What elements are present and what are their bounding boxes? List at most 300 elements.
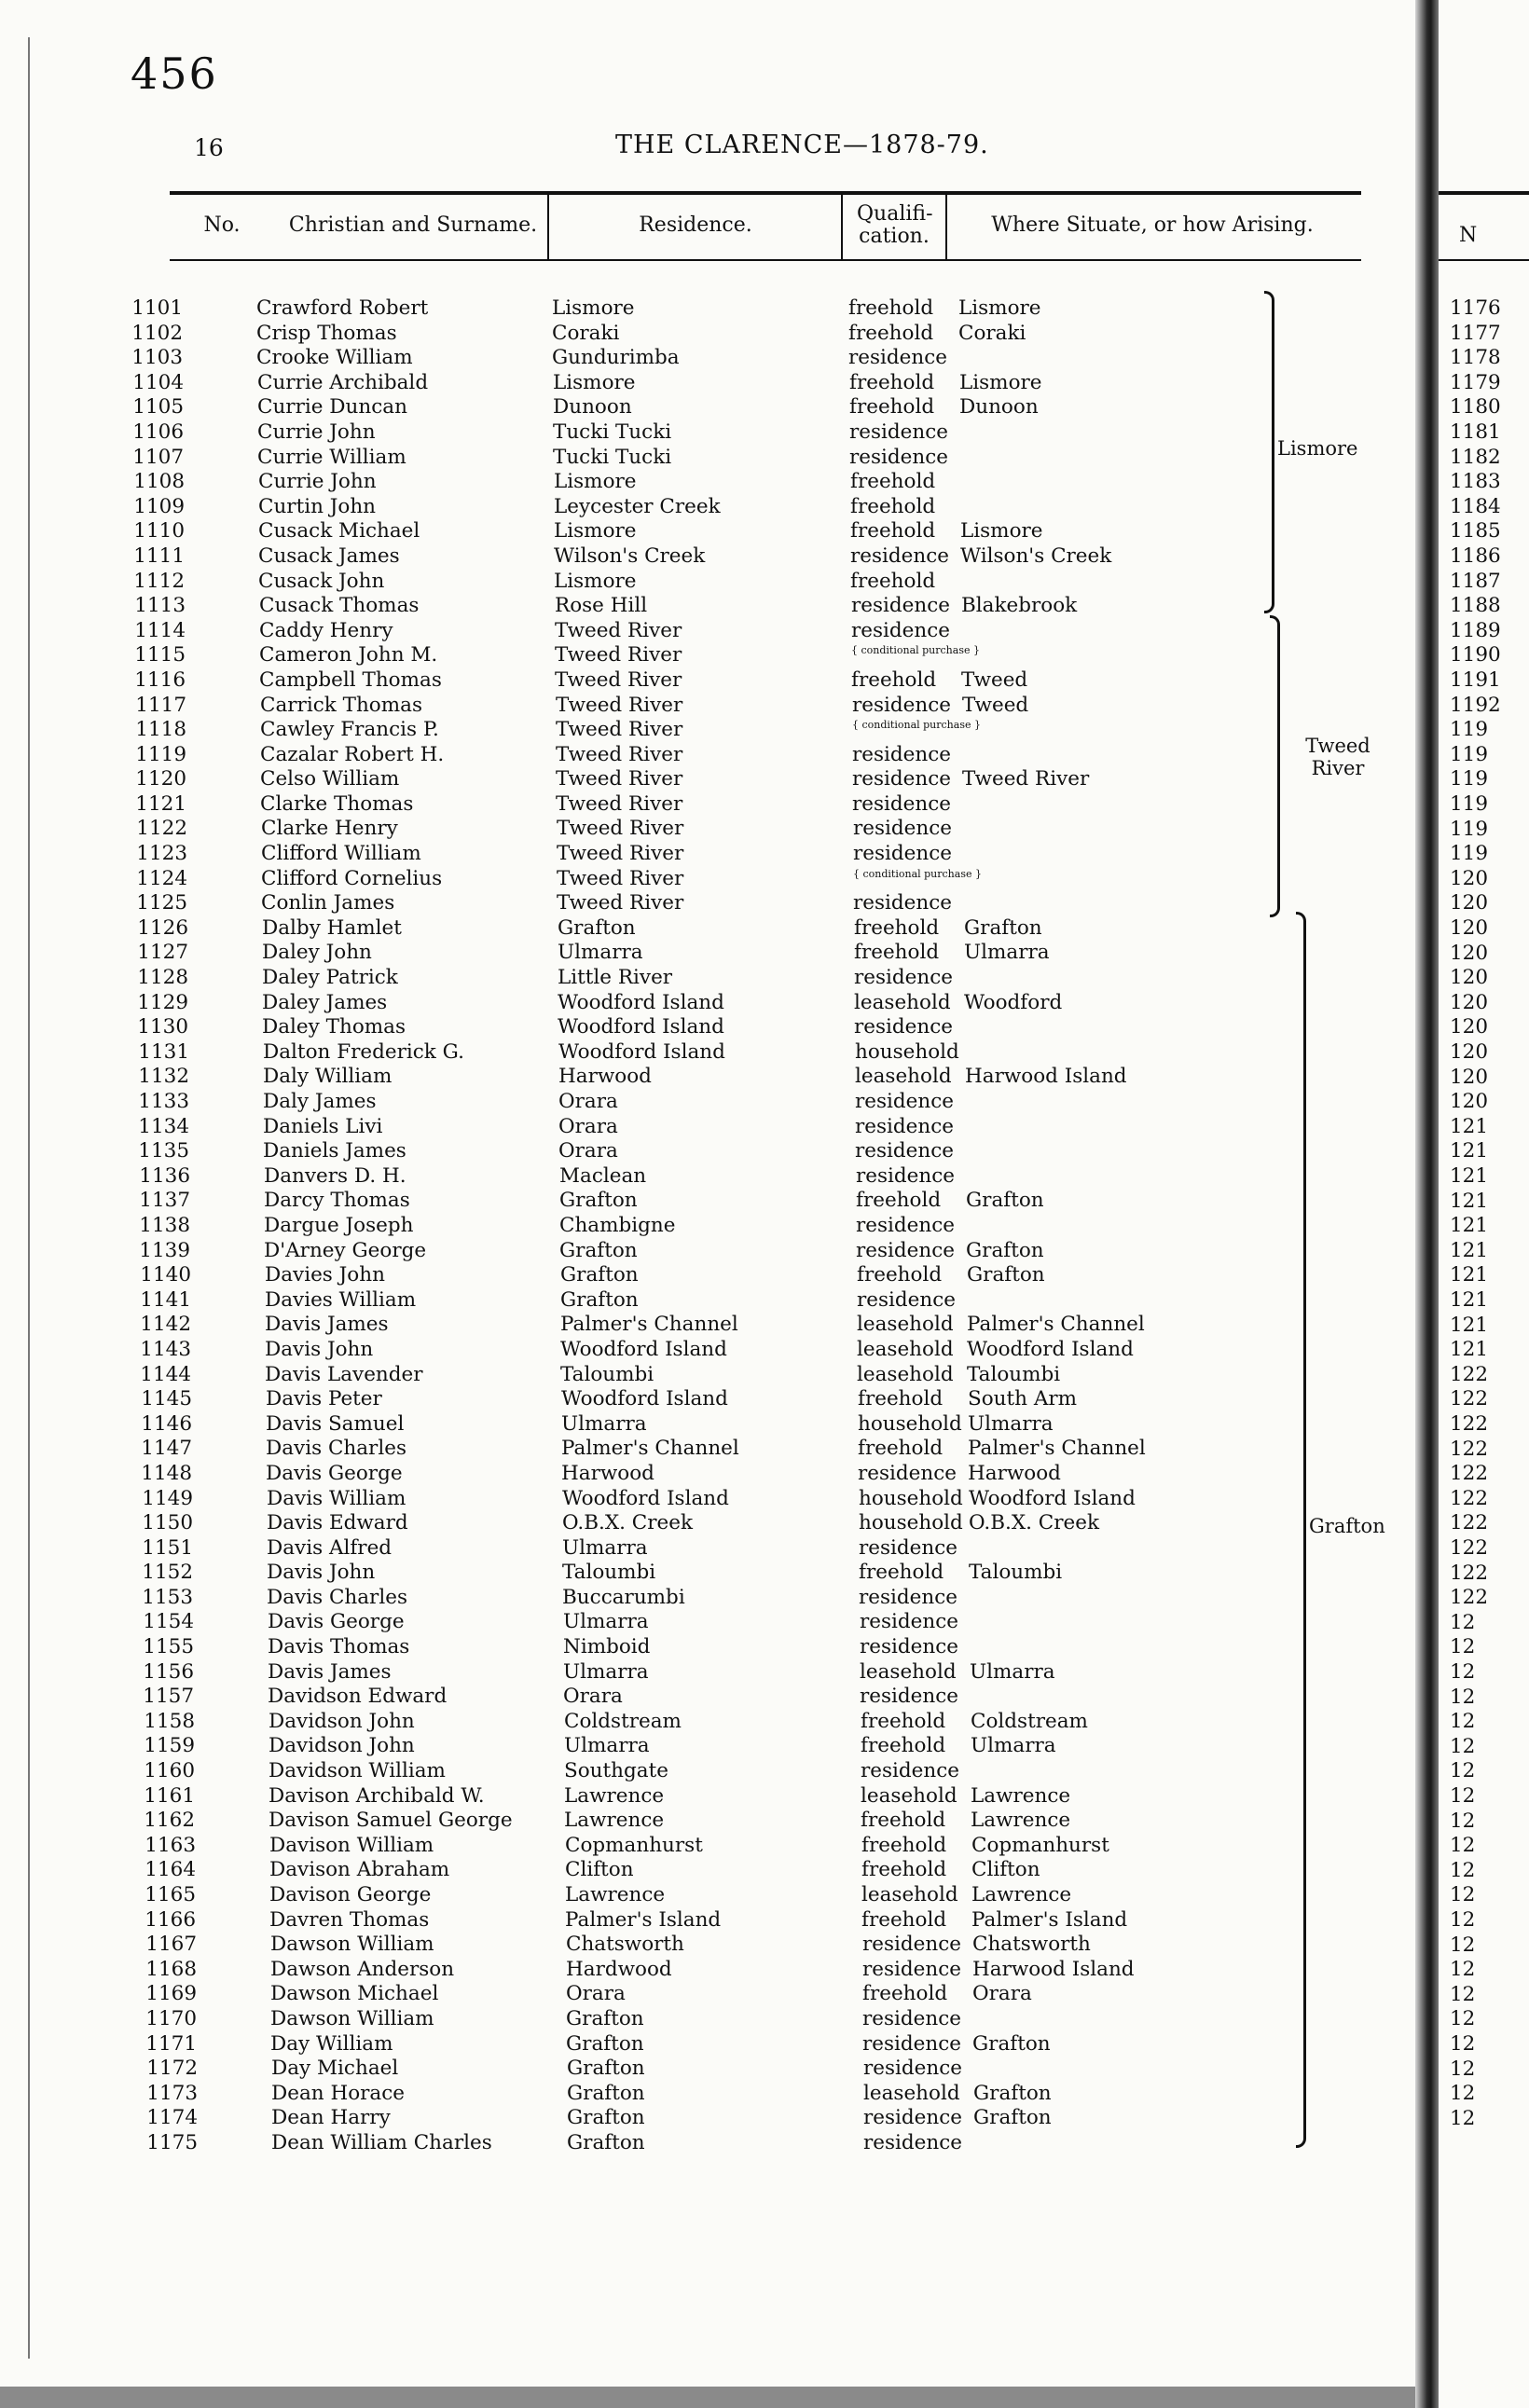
table-row (0, 470, 1361, 495)
elector-name: Dean William Charles (271, 2130, 492, 2154)
table-row (0, 1858, 1361, 1883)
group-bracket (1264, 291, 1274, 613)
qualification: residence (860, 1635, 959, 1659)
residence: O.B.X. Creek (562, 1511, 694, 1535)
where-situate: Tweed (961, 667, 1028, 692)
residence: Palmer's Channel (560, 1313, 738, 1337)
residence: Grafton (559, 1189, 638, 1213)
facing-entry-number: 12 (1450, 2007, 1476, 2031)
entry-number: 1171 (145, 2031, 197, 2056)
facing-header-rule (1439, 259, 1529, 261)
elector-name: Danvers D. H. (264, 1163, 406, 1188)
table-row (0, 446, 1361, 471)
where-situate: Grafton (966, 1189, 1044, 1213)
elector-name: Davis Alfred (267, 1535, 393, 1560)
entry-number: 1163 (145, 1833, 196, 1857)
table-row (0, 570, 1361, 595)
residence: Hardwood (566, 1957, 672, 1981)
facing-entry-number: 12 (1450, 1734, 1476, 1758)
elector-name: Currie John (257, 420, 376, 444)
residence: Rose Hill (555, 594, 648, 618)
qualification: freehold (857, 1263, 943, 1287)
elector-name: Davison William (269, 1833, 434, 1857)
table-row (0, 694, 1361, 719)
elector-name: Conlin James (261, 891, 395, 915)
entry-number: 1169 (145, 1982, 197, 2006)
elector-name: Day William (270, 2031, 393, 2056)
qualification: leasehold (861, 1783, 957, 1808)
entry-number: 1123 (136, 842, 187, 866)
table-row (0, 1487, 1361, 1512)
table-row (0, 594, 1361, 619)
entry-number: 1160 (144, 1759, 195, 1783)
where-situate: Orara (972, 1982, 1032, 2006)
residence: Orara (558, 1090, 618, 1113)
facing-entry-number: 1189 (1450, 618, 1501, 642)
entry-number: 1108 (133, 470, 185, 494)
elector-name: Davidson John (269, 1734, 415, 1758)
table-row (0, 767, 1361, 792)
entry-number: 1136 (139, 1163, 190, 1188)
table-row (0, 891, 1361, 916)
where-situate: Harwood (968, 1461, 1061, 1485)
qualification: residence (863, 2106, 963, 2130)
qualification: household (855, 1039, 959, 1064)
table-row (0, 1809, 1361, 1834)
where-situate: Woodford Island (967, 1337, 1134, 1361)
residence: Grafton (567, 2106, 645, 2130)
entry-number: 1125 (136, 891, 187, 915)
table-row (0, 1660, 1361, 1686)
facing-entry-number: 1178 (1450, 346, 1501, 370)
residence: Woodford Island (558, 1039, 725, 1064)
residence: Southgate (564, 1759, 668, 1783)
page-number: 456 (131, 48, 218, 99)
residence: Tweed River (557, 842, 684, 866)
qualification: leasehold (861, 1883, 958, 1906)
elector-name: Cusack James (258, 544, 400, 568)
facing-entry-number: 1185 (1450, 519, 1501, 544)
facing-entry-number: 121 (1450, 1139, 1489, 1163)
qualification: residence (859, 1535, 958, 1560)
where-situate: Dunoon (959, 395, 1039, 420)
facing-entry-number: 1187 (1450, 569, 1501, 593)
elector-name: Currie William (257, 445, 406, 469)
facing-entry-number: 1184 (1450, 494, 1501, 518)
facing-entry-number: 12 (1450, 1784, 1476, 1808)
facing-entry-number: 12 (1450, 1759, 1476, 1783)
elector-name: Cusack Michael (258, 519, 420, 544)
elector-name: Davies John (265, 1263, 385, 1287)
facing-entry-number: 12 (1450, 1933, 1476, 1957)
qualification: residence (853, 891, 953, 915)
residence: Lawrence (564, 1783, 665, 1808)
elector-name: Davis James (268, 1659, 392, 1684)
residence: Grafton (560, 1287, 639, 1312)
facing-entry-number: 12 (1450, 1660, 1476, 1684)
elector-name: Davis Lavender (265, 1362, 423, 1386)
entry-number: 1121 (135, 791, 186, 816)
qualification: freehold (862, 1982, 948, 2006)
facing-entry-number: 12 (1450, 2106, 1476, 2130)
qualification: { conditional purchase } (853, 867, 982, 880)
qualification: residence (860, 1610, 959, 1634)
facing-entry-number: 122 (1450, 1437, 1489, 1461)
facing-entry-number: 121 (1450, 1114, 1489, 1138)
residence: Wilson's Creek (554, 544, 706, 568)
residence: Taloumbi (560, 1362, 654, 1386)
entry-number: 1126 (137, 915, 188, 940)
table-row (0, 916, 1361, 942)
running-head: THE CLARENCE—1878-79. (615, 131, 989, 159)
where-situate: O.B.X. Creek (969, 1511, 1100, 1535)
facing-entry-number: 122 (1450, 1586, 1489, 1610)
residence: Harwood (561, 1461, 654, 1485)
qualification: freehold (849, 370, 935, 394)
qualification: { conditional purchase } (852, 719, 981, 732)
facing-entry-number: 1190 (1450, 643, 1501, 667)
entry-number: 1132 (138, 1065, 189, 1089)
residence: Woodford Island (561, 1387, 728, 1411)
qualification: residence (859, 1585, 958, 1609)
elector-name: Crooke William (256, 346, 413, 370)
entry-number: 1112 (133, 569, 185, 593)
table-row (0, 1387, 1361, 1412)
entry-number: 1135 (138, 1139, 189, 1163)
table-row (0, 1214, 1361, 1239)
entry-number: 1157 (143, 1685, 194, 1709)
qualification: residence (855, 1139, 955, 1163)
residence: Lismore (553, 370, 636, 394)
elector-name: Crisp Thomas (256, 321, 397, 345)
table-row (0, 1536, 1361, 1562)
where-situate: Clifton (971, 1858, 1040, 1882)
entry-number: 1174 (146, 2106, 198, 2130)
elector-name: Davis George (268, 1610, 405, 1634)
residence: Woodford Island (558, 1015, 724, 1039)
table-row (0, 1586, 1361, 1611)
facing-entry-number: 12 (1450, 2032, 1476, 2056)
table-row (0, 842, 1361, 867)
qualification: residence (862, 1957, 962, 1981)
qualification: residence (862, 2006, 962, 2030)
entry-number: 1128 (137, 966, 188, 990)
elector-name: Cusack Thomas (259, 594, 420, 618)
residence: Orara (566, 1982, 626, 2006)
elector-name: Dargue Joseph (264, 1213, 414, 1237)
entry-number: 1154 (143, 1610, 194, 1634)
where-situate: Copmanhurst (971, 1833, 1109, 1857)
table-row (0, 1115, 1361, 1140)
residence: Coraki (552, 321, 620, 345)
table-row (0, 1908, 1361, 1933)
where-situate: Coraki (958, 321, 1026, 345)
table-row (0, 792, 1361, 818)
facing-entry-number: 1180 (1450, 395, 1501, 420)
entry-number: 1146 (141, 1411, 192, 1436)
entry-number: 1116 (134, 667, 186, 692)
residence: Lismore (554, 519, 637, 544)
entry-number: 1173 (146, 2081, 198, 2105)
header-where: Where Situate, or how Arising. (991, 213, 1314, 237)
table-row (0, 1263, 1361, 1288)
qualification: residence (861, 1759, 960, 1783)
elector-name: Davidson Edward (268, 1685, 448, 1709)
group-label: Tweed River (1305, 735, 1371, 779)
qualification: leasehold (863, 2081, 960, 2105)
table-row (0, 1015, 1361, 1040)
entry-number: 1109 (133, 494, 185, 518)
where-situate: Grafton (973, 2106, 1052, 2130)
elector-name: Celso William (260, 767, 400, 791)
residence: Tweed River (556, 718, 683, 742)
elector-name: Curtin John (258, 494, 377, 518)
table-row (0, 395, 1361, 420)
elector-name: Davison Archibald W. (269, 1783, 485, 1808)
where-situate: Grafton (972, 2031, 1051, 2056)
residence: Lawrence (564, 1809, 665, 1833)
residence: Palmer's Island (565, 1907, 722, 1932)
entry-number: 1131 (138, 1039, 189, 1064)
table-row (0, 1437, 1361, 1462)
residence: Nimboid (563, 1635, 651, 1659)
facing-entry-number: 119 (1450, 718, 1489, 742)
table-row (0, 1139, 1361, 1164)
residence: Palmer's Channel (561, 1437, 739, 1461)
facing-entry-number: 120 (1450, 866, 1489, 890)
table-row (0, 867, 1361, 892)
where-situate: Coldstream (971, 1709, 1088, 1733)
entry-number: 1156 (143, 1659, 194, 1684)
elector-name: Davis Thomas (268, 1635, 410, 1659)
where-situate: Grafton (973, 2081, 1052, 2105)
qualification: residence (855, 1090, 955, 1113)
elector-name: Daly James (263, 1090, 377, 1113)
table-row (0, 1065, 1361, 1090)
residence: Woodford Island (562, 1486, 729, 1510)
where-situate: Lismore (958, 296, 1041, 320)
entry-number: 1149 (142, 1486, 193, 1510)
group-bracket (1296, 912, 1306, 2148)
table-row (0, 2007, 1361, 2032)
qualification: residence (857, 1287, 957, 1312)
qualification: residence (852, 767, 952, 791)
table-row (0, 2131, 1361, 2156)
residence: Clifton (565, 1858, 634, 1882)
facing-entry-number: 120 (1450, 1065, 1489, 1089)
table-row (0, 2106, 1361, 2131)
where-situate: Wilson's Creek (960, 544, 1112, 568)
qualification: residence (856, 1238, 956, 1262)
table-row (0, 1734, 1361, 1759)
residence: Tweed River (555, 643, 682, 667)
elector-name: Carrick Thomas (260, 693, 422, 717)
residence: Ulmarra (558, 941, 643, 965)
residence: Lismore (554, 569, 637, 593)
elector-name: D'Arney George (264, 1238, 427, 1262)
entry-number: 1133 (138, 1090, 189, 1113)
residence: Lismore (552, 296, 635, 320)
residence: Woodford Island (560, 1337, 727, 1361)
elector-name: Davis James (265, 1313, 389, 1337)
qualification: leasehold (854, 990, 951, 1014)
qualification: residence (849, 420, 949, 444)
where-situate: Tweed River (962, 767, 1090, 791)
header-divider (547, 192, 549, 259)
entry-number: 1165 (145, 1883, 196, 1906)
header-qualification: Qualifi- cation. (857, 202, 933, 248)
residence: Gundurimba (552, 346, 680, 370)
where-situate: Grafton (964, 915, 1042, 940)
residence: Leycester Creek (554, 494, 721, 518)
entry-number: 1122 (136, 817, 187, 841)
qualification: freehold (850, 569, 936, 593)
table-row (0, 346, 1361, 371)
qualification: freehold (849, 395, 935, 420)
entry-number: 1105 (132, 395, 184, 420)
qualification: freehold (850, 519, 936, 544)
facing-entry-number: 1177 (1450, 321, 1501, 345)
entry-number: 1172 (146, 2057, 198, 2081)
qualification: freehold (856, 1189, 942, 1213)
table-row (0, 420, 1361, 446)
entry-number: 1107 (132, 445, 184, 469)
elector-name: Dalby Hamlet (262, 915, 402, 940)
header-name: Christian and Surname. (288, 213, 538, 237)
elector-name: Davison Abraham (269, 1858, 450, 1882)
entry-number: 1161 (144, 1783, 195, 1808)
elector-name: Campbell Thomas (259, 667, 442, 692)
table-row (0, 966, 1361, 991)
table-row (0, 371, 1361, 396)
entry-number: 1147 (141, 1437, 192, 1461)
elector-name: Caddy Henry (259, 618, 393, 642)
table-row (0, 1561, 1361, 1586)
table-row (0, 1040, 1361, 1066)
residence: Grafton (566, 2031, 644, 2056)
facing-entry-number: 119 (1450, 742, 1489, 766)
entry-number: 1143 (140, 1337, 191, 1361)
entry-number: 1106 (132, 420, 184, 444)
residence: Orara (558, 1139, 618, 1163)
facing-entry-number: 12 (1450, 1610, 1476, 1634)
facing-page (1439, 0, 1529, 2408)
entry-number: 1119 (135, 742, 186, 766)
facing-entry-number: 12 (1450, 1908, 1476, 1932)
residence: Tucki Tucki (553, 420, 672, 444)
entry-number: 1168 (145, 1957, 197, 1981)
elector-name: Davis Edward (267, 1511, 408, 1535)
facing-entry-number: 120 (1450, 941, 1489, 965)
entry-number: 1158 (144, 1709, 195, 1733)
facing-entry-number: 122 (1450, 1511, 1489, 1535)
facing-entry-number: 12 (1450, 2082, 1476, 2106)
residence: Taloumbi (562, 1561, 656, 1585)
table-row (0, 1288, 1361, 1314)
facing-entry-number: 119 (1450, 842, 1489, 866)
elector-name: Davies William (265, 1287, 417, 1312)
facing-entry-number: 122 (1450, 1486, 1489, 1510)
elector-name: Davis William (267, 1486, 406, 1510)
elector-name: Davis Charles (267, 1585, 407, 1609)
entry-number: 1155 (143, 1635, 194, 1659)
elector-name: Crawford Robert (256, 296, 429, 320)
elector-name: Dawson William (270, 1933, 434, 1957)
qualification: freehold (848, 321, 934, 345)
where-situate: Palmer's Island (971, 1907, 1128, 1932)
qualification: leasehold (855, 1065, 952, 1089)
where-situate: Lawrence (971, 1783, 1071, 1808)
entry-number: 1175 (146, 2130, 198, 2154)
residence: Tweed River (556, 742, 683, 766)
entry-number: 1120 (135, 767, 186, 791)
facing-entry-number: 122 (1450, 1462, 1489, 1486)
table-row (0, 1239, 1361, 1264)
elector-name: Cameron John M. (259, 643, 438, 667)
qualification: residence (860, 1685, 959, 1709)
where-situate: Harwood Island (972, 1957, 1135, 1981)
table-row (0, 1338, 1361, 1363)
residence: Woodford Island (558, 990, 724, 1014)
facing-entry-number: 122 (1450, 1561, 1489, 1585)
facing-entry-number: 12 (1450, 1858, 1476, 1882)
group-label: Lismore (1277, 437, 1358, 460)
facing-entry-number: 1181 (1450, 420, 1501, 444)
folio-number: 16 (194, 134, 224, 161)
where-situate: Lismore (960, 519, 1043, 544)
qualification: freehold (858, 1437, 944, 1461)
residence: Ulmarra (564, 1734, 650, 1758)
entry-number: 1162 (144, 1809, 195, 1833)
table-row (0, 1933, 1361, 1958)
elector-name: Currie Archibald (257, 370, 429, 394)
facing-entry-number: 120 (1450, 891, 1489, 915)
table-row (0, 1685, 1361, 1710)
table-row (0, 1511, 1361, 1536)
elector-name: Day Michael (271, 2057, 399, 2081)
facing-entry-number: 120 (1450, 916, 1489, 940)
table-row (0, 1759, 1361, 1784)
table-row (0, 519, 1361, 544)
qualification: household (858, 1411, 962, 1436)
elector-name: Currie John (258, 470, 377, 494)
table-row (0, 2082, 1361, 2107)
table-row (0, 1635, 1361, 1660)
facing-entry-number: 1186 (1450, 544, 1501, 568)
qualification: residence (862, 1933, 962, 1957)
entry-number: 1164 (145, 1858, 196, 1882)
entry-number: 1167 (145, 1933, 197, 1957)
facing-entry-number: 12 (1450, 1710, 1476, 1734)
elector-name: Dawson Anderson (270, 1957, 455, 1981)
entry-number: 1159 (144, 1734, 195, 1758)
table-row (0, 1090, 1361, 1115)
entry-number: 1144 (140, 1362, 191, 1386)
qualification: residence (854, 1015, 954, 1039)
elector-name: Davis George (266, 1461, 403, 1485)
residence: Copmanhurst (565, 1833, 703, 1857)
header-no-fragment: N (1459, 224, 1478, 247)
residence: Tucki Tucki (553, 445, 672, 469)
where-situate: Ulmarra (971, 1734, 1056, 1758)
elector-name: Daniels Livi (263, 1114, 383, 1138)
table-row (0, 322, 1361, 347)
qualification: residence (853, 842, 953, 866)
elector-name: Davison George (269, 1883, 432, 1906)
facing-entry-number: 120 (1450, 966, 1489, 990)
residence: Chambigne (559, 1213, 676, 1237)
elector-name: Davison Samuel George (269, 1809, 513, 1833)
